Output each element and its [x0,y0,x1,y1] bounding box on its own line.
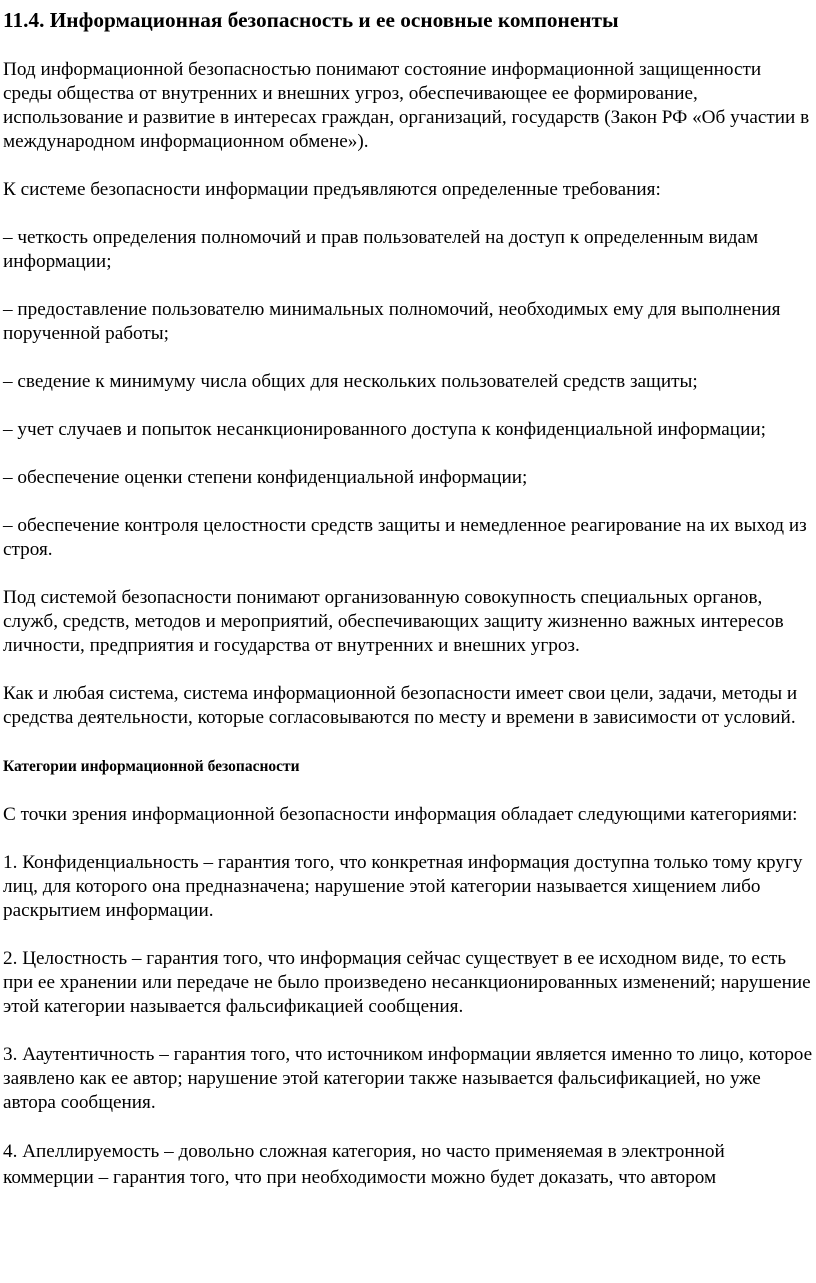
requirement-item-5: – обеспечение оценки степени конфиденциальной информации; [3,467,528,488]
requirement-item-6: – обеспечение контроля целостности средств защиты и немедленное реагирование на их выход из строя. [3,515,807,560]
category-item-4: 4. Апеллируемость – довольно сложная категория, но часто применяемая в электронной коммерции – гарантия того, что при необходимости можно будет доказать, что автором [3,1141,725,1188]
document-page [3,0,813,1191]
requirement-item-1: – четкость определения полномочий и прав пользователей на доступ к определенным видам информации; [3,227,759,272]
categories-heading: Категории информационной безопасности [3,758,300,775]
document-heading: 11.4. Информационная безопасность и ее основные компоненты [3,8,619,32]
system-definition-paragraph: Под системой безопасности понимают организованную совокупность специальных органов, служб, средств, методов и мероприятий, обеспечивающих защиту жизненно важных интересов личности, предприятия и государства от внутренних и внешних угроз. [3,587,784,656]
requirement-item-2: – предоставление пользователю минимальных полномочий, необходимых ему для выполнения порученной работы; [3,299,781,344]
categories-lead: С точки зрения информационной безопасности информация обладает следующими категориями: [3,804,798,825]
system-goals-paragraph: Как и любая система, система информационной безопасности имеет свои цели, задачи, методы и средства деятельности, которые согласовываются по месту и времени в зависимости от условий. [3,683,798,728]
category-item-2: 2. Целостность – гарантия того, что информация сейчас существует в ее исходном виде, то есть при ее хранении или передаче не было произведено несанкционированных изменений; нарушение этой категории называется фальсификацией сообщения. [3,948,811,1017]
requirement-item-4: – учет случаев и попыток несанкционированного доступа к конфиденциальной информации; [3,419,766,440]
category-item-3: 3. Ааутентичность – гарантия того, что источником информации является именно то лицо, которое заявлено как ее автор; нарушение этой категории также называется фальсификацией, но уже автора сообщения. [3,1044,813,1113]
requirement-item-3: – сведение к минимуму числа общих для нескольких пользователей средств защиты; [3,371,698,392]
category-item-1: 1. Конфиденциальность – гарантия того, что конкретная информация доступна только тому кругу лиц, для которого она предназначена; нарушение этой категории называется хищением либо раскрытием информации. [3,852,803,921]
requirements-lead: К системе безопасности информации предъявляются определенные требования: [3,179,661,200]
intro-paragraph: Под информационной безопасностью понимают состояние информационной защищенности среды общества от внутренних и внешних угроз, обеспечивающее ее формирование, использование и развитие в интересах граждан, организаций, государств (Закон РФ «Об участии в международном информационном обмене»). [3,59,810,152]
